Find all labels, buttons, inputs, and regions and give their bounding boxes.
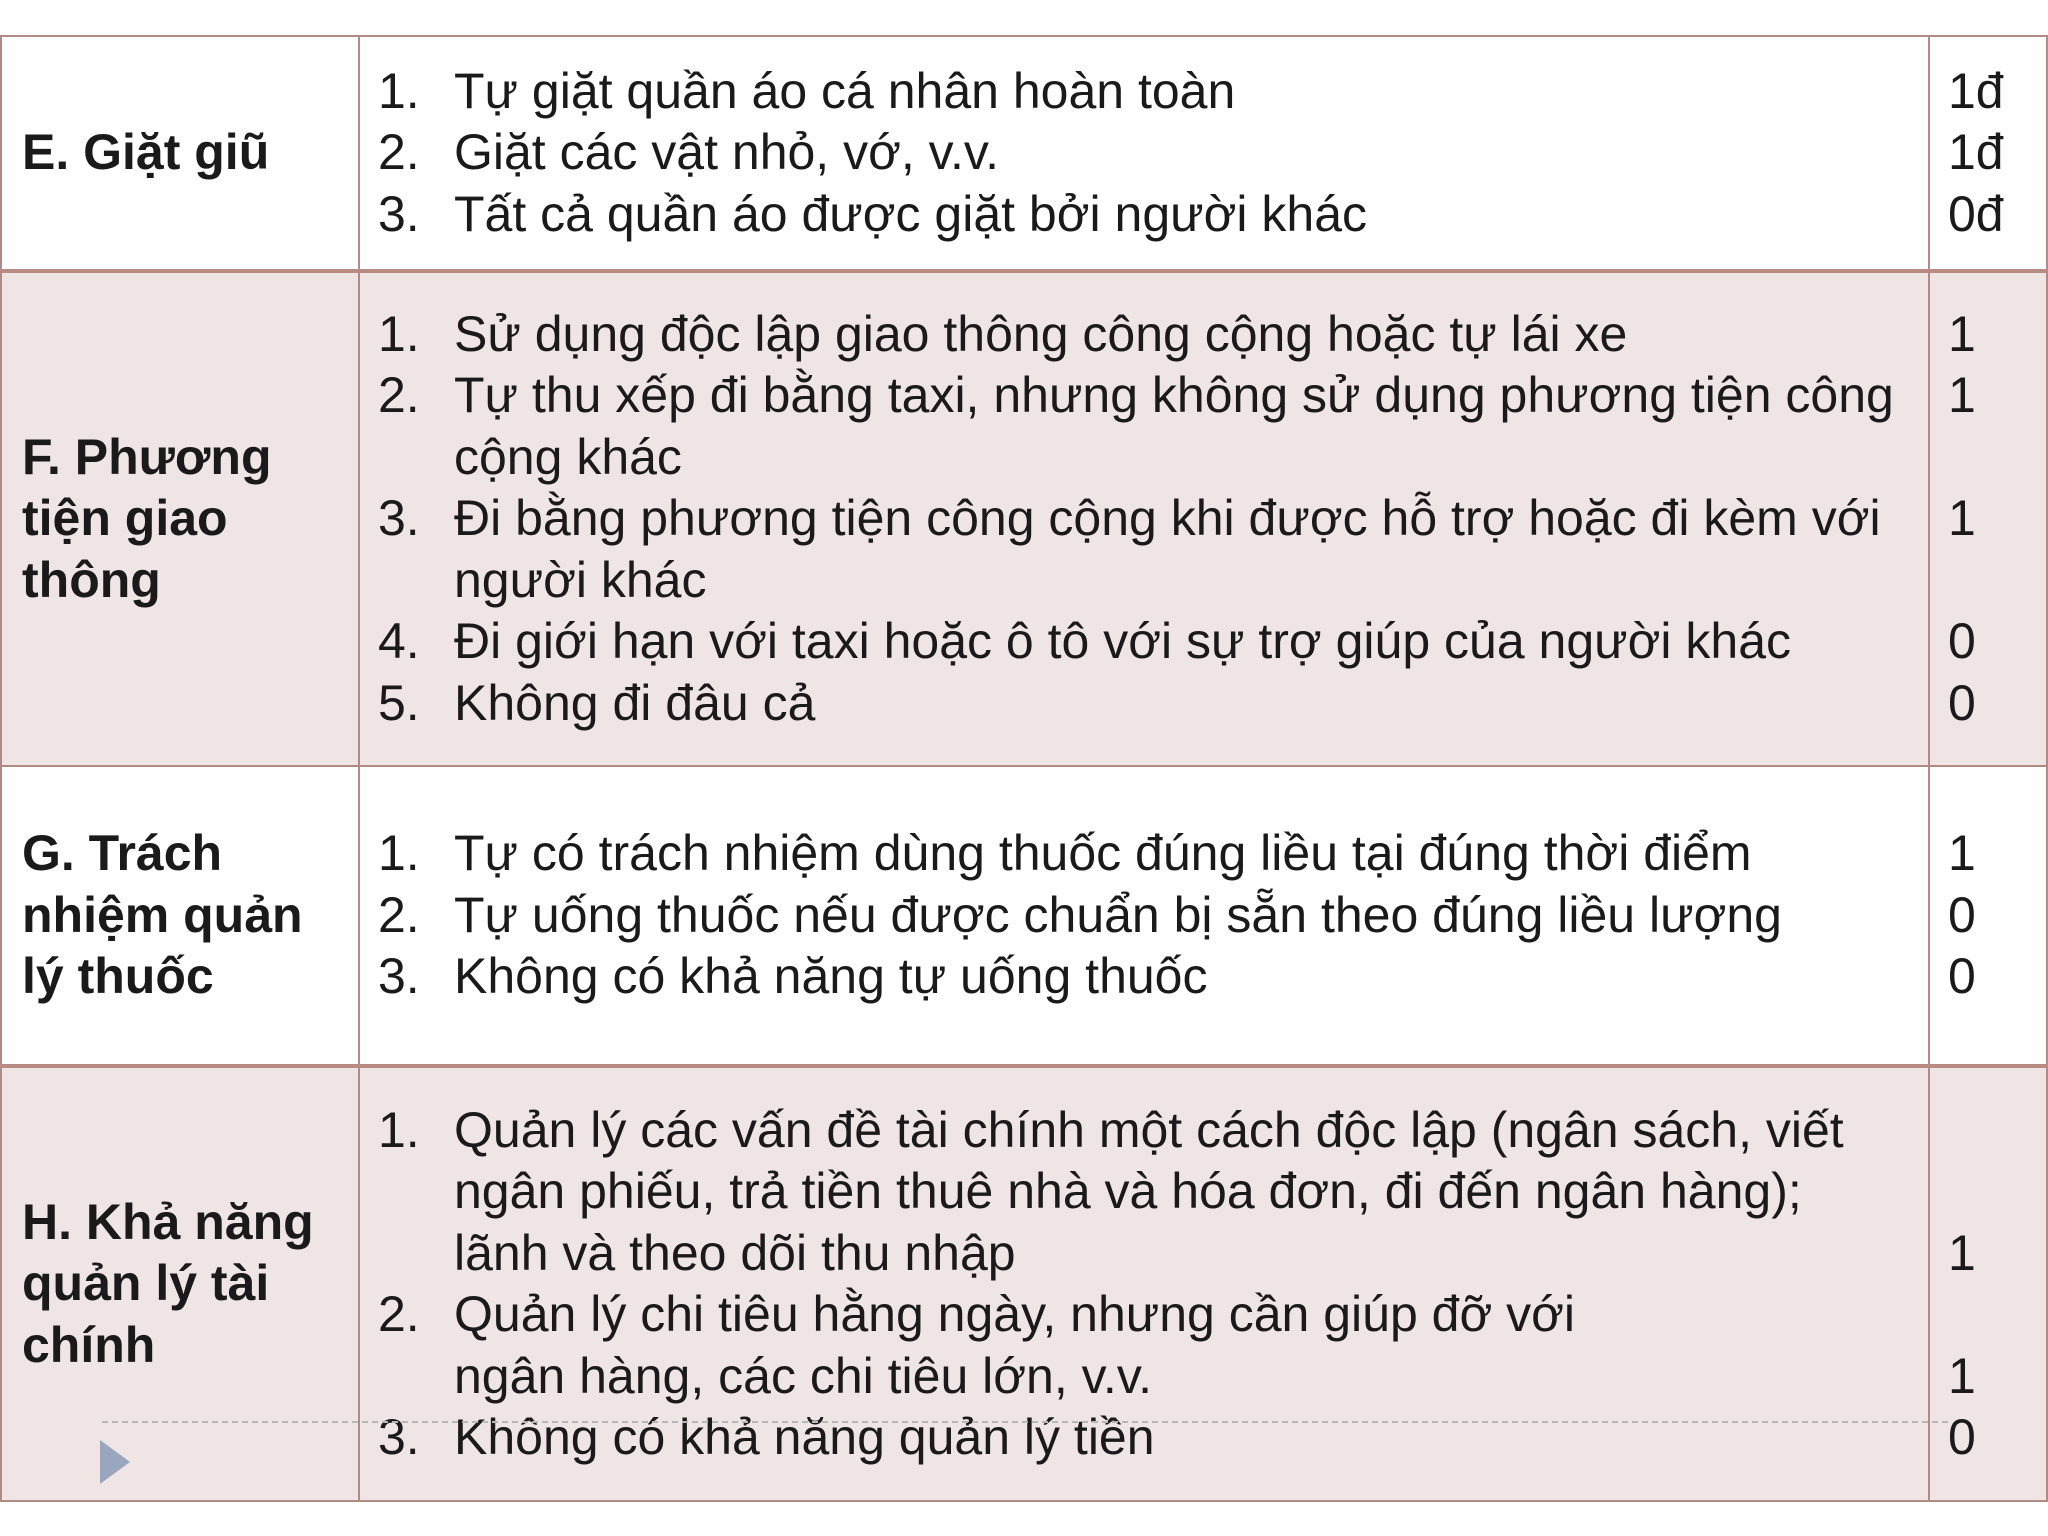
options-cell [359, 766, 1929, 1066]
item-number: 3. [378, 185, 420, 242]
score-value [1948, 1284, 2046, 1346]
item-text: Giặt các vật nhỏ, vớ, v.v. [454, 124, 1000, 181]
item-text: Tự có trách nhiệm dùng thuốc đúng liều tại đúng thời điểm [454, 825, 1752, 882]
item-text: Tất cả quần áo được giặt bởi người khác [454, 185, 1368, 242]
score-value: 1 [1948, 1347, 1976, 1404]
item-number: 3. [378, 1409, 420, 1465]
score-cell [1929, 1066, 2047, 1501]
item-number: 4. [378, 613, 420, 670]
score-value: 0 [1948, 1409, 1976, 1465]
score-value: 0 [1948, 613, 1976, 670]
list-item [378, 946, 1904, 1008]
item-number: 2. [378, 124, 420, 181]
list-item [378, 885, 1904, 947]
list-item [378, 184, 1904, 246]
table-row-medication [1, 766, 2047, 1066]
item-text: Quản lý chi tiêu hằng ngày, nhưng cần giúp đỡ với ngân hàng, các chi tiêu lớn, v.v. [454, 1286, 1576, 1404]
score-value [1948, 1161, 2046, 1223]
list-item [378, 61, 1904, 123]
list-item [378, 673, 1904, 735]
score-value: 1 [1948, 305, 1976, 362]
item-number: 1. [378, 62, 420, 119]
score-value [1948, 1100, 2046, 1162]
list-item [378, 823, 1904, 885]
list-item [378, 304, 1904, 366]
score-value: 0 [1948, 674, 1976, 731]
table-row-laundry [1, 36, 2047, 271]
item-number: 2. [378, 1286, 420, 1342]
score-value: 0 [1948, 948, 1976, 1005]
score-value: 0 [1948, 886, 1976, 943]
score-value: 1đ [1948, 62, 2004, 119]
list-item [378, 122, 1904, 184]
item-text: Quản lý các vấn đề tài chính một cách độc lập (ngân sách, viết ngân phiếu, trả tiền thuê nhà và hóa đơn, đi đến ngân hàng); lãnh và theo dõi thu nhập [454, 1101, 1844, 1281]
item-text: Tự giặt quần áo cá nhân hoàn toàn [454, 62, 1236, 119]
item-number: 3. [378, 490, 420, 547]
category-cell: F. Phương tiện giao thông [1, 271, 359, 766]
list-item [378, 488, 1904, 611]
score-value: 0đ [1948, 185, 2004, 242]
item-text: Đi bằng phương tiện công cộng khi được hỗ trợ hoặc đi kèm với người khác [454, 490, 1881, 608]
item-text: Sử dụng độc lập giao thông công cộng hoặc tự lái xe [454, 305, 1628, 362]
item-text: Không đi đâu cả [454, 674, 816, 731]
options-cell [359, 271, 1929, 766]
item-number: 1. [378, 1101, 420, 1158]
score-value: 1 [1948, 490, 1976, 547]
score-value: 1 [1948, 367, 1976, 424]
options-cell [359, 36, 1929, 271]
category-cell: H. Khả năng quản lý tài chính [1, 1066, 359, 1501]
item-number: 1. [378, 825, 420, 882]
score-value [1948, 550, 2046, 612]
category-cell: E. Giặt giũ [1, 36, 359, 271]
item-number: 2. [378, 367, 420, 424]
score-value: 1đ [1948, 124, 2004, 181]
list-item [378, 365, 1904, 488]
category-cell: G. Trách nhiệm quản lý thuốc [1, 766, 359, 1066]
iadl-scoring-table [0, 35, 2048, 1502]
item-number: 2. [378, 886, 420, 943]
footer-divider [102, 1421, 1948, 1423]
item-text: Tự thu xếp đi bằng taxi, nhưng không sử dụng phương tiện công cộng khác [454, 367, 1894, 485]
item-text: Không có khả năng tự uống thuốc [454, 948, 1208, 1005]
list-item [378, 1100, 1904, 1285]
list-item [378, 1407, 1904, 1469]
item-number: 1. [378, 305, 420, 362]
score-value: 1 [1948, 825, 1976, 882]
list-item [378, 611, 1904, 673]
table-row-finances [1, 1066, 2047, 1501]
item-text: Đi giới hạn với taxi hoặc ô tô với sự trợ giúp của người khác [454, 613, 1792, 670]
list-item [378, 1284, 1904, 1407]
score-cell [1929, 766, 2047, 1066]
score-value: 1 [1948, 1224, 1976, 1281]
score-value [1948, 427, 2046, 489]
item-number: 3. [378, 948, 420, 1005]
item-text: Tự uống thuốc nếu được chuẩn bị sẵn theo đúng liều lượng [454, 886, 1782, 943]
item-text: Không có khả năng quản lý tiền [454, 1409, 1155, 1465]
table-row-transportation [1, 271, 2047, 766]
play-triangle-icon [100, 1440, 130, 1484]
score-cell [1929, 271, 2047, 766]
score-cell [1929, 36, 2047, 271]
options-cell [359, 1066, 1929, 1501]
item-number: 5. [378, 674, 420, 731]
